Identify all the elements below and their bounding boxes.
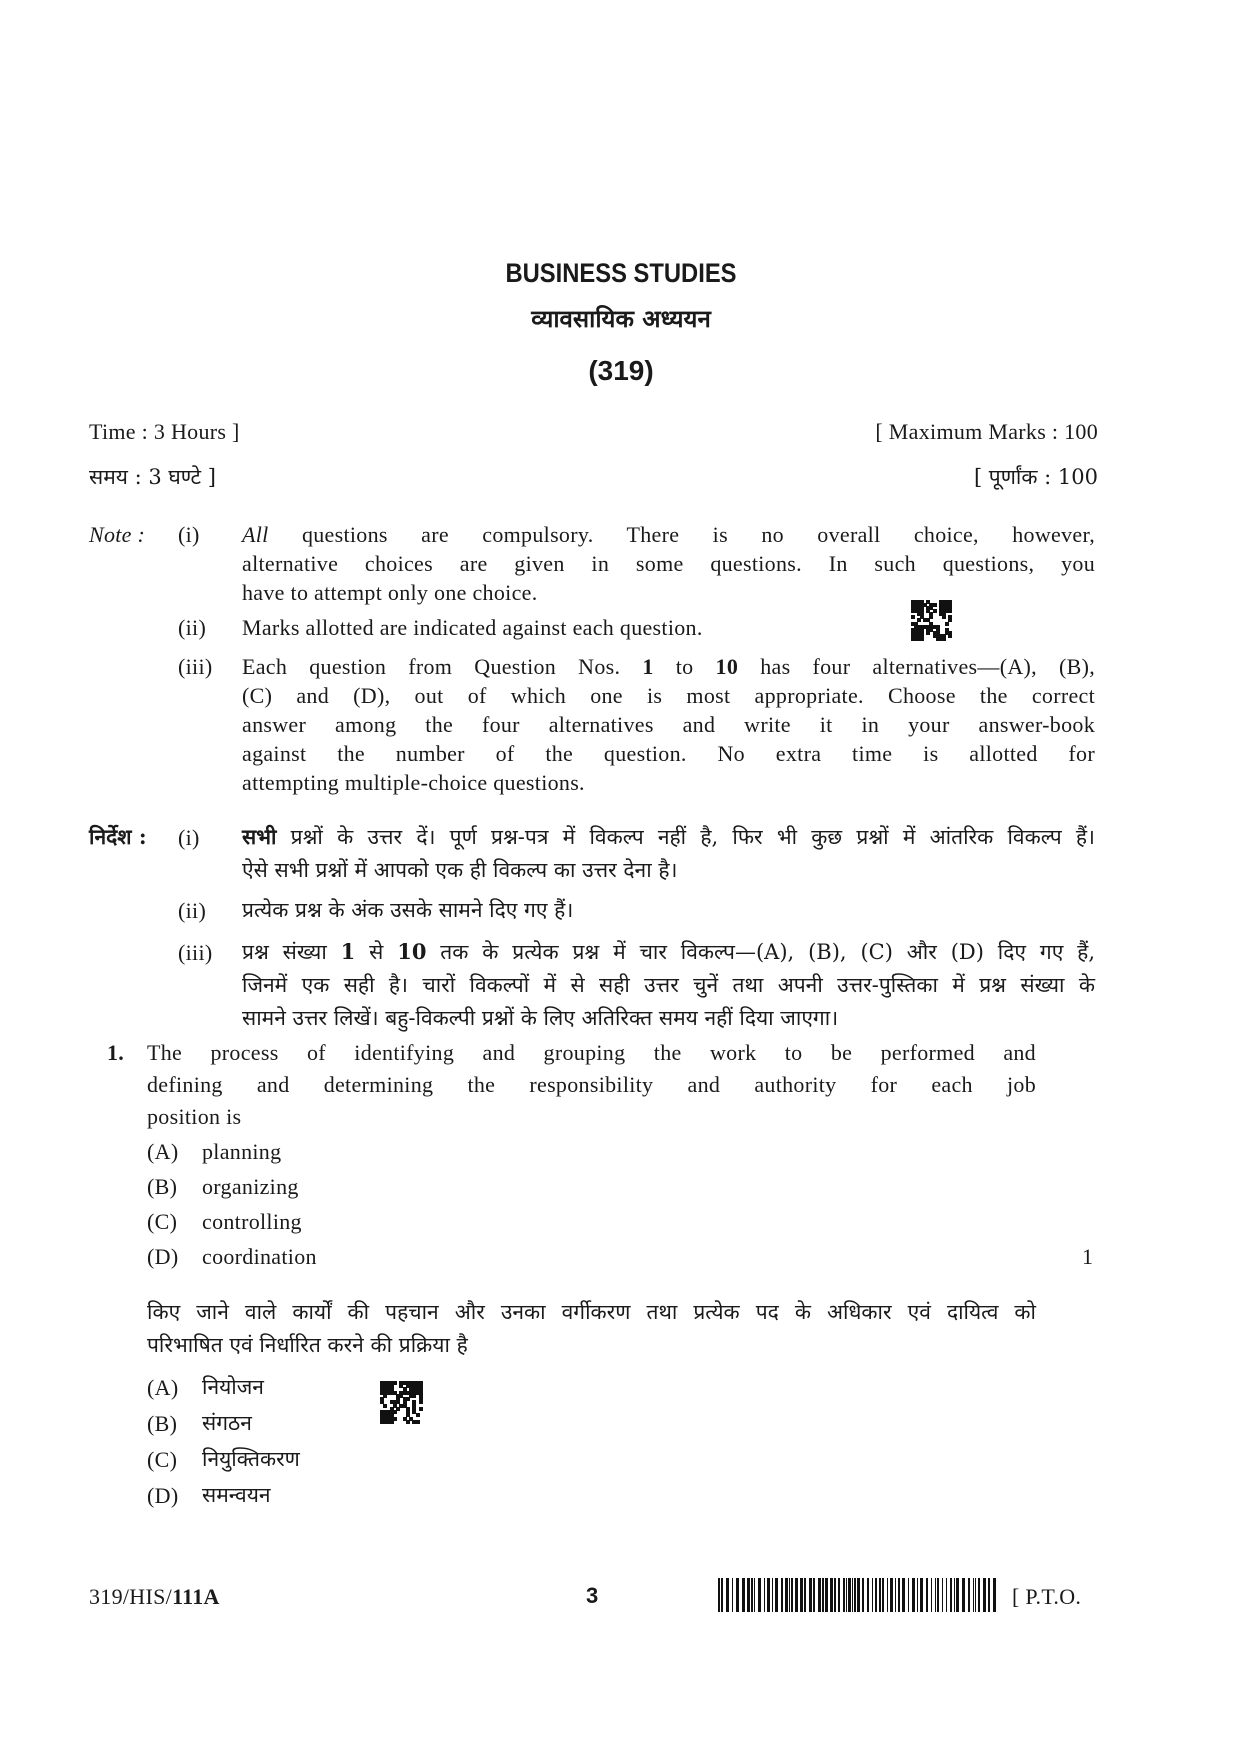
paper-code-footer: 319/HIS/111A	[89, 1584, 220, 1609]
paper-code: (319)	[588, 355, 654, 386]
qr-code-icon	[911, 600, 951, 640]
question-line: The process of identifying and grouping the work to be performed and	[147, 1040, 1036, 1065]
note-item-line: (C) and (D), out of which one is most appropriate. Choose the correct	[242, 683, 1095, 708]
note-label: Note :	[89, 522, 146, 547]
maximum-marks-hindi: [ पूर्णांक : 100	[973, 465, 1098, 489]
question-line: position is	[147, 1104, 242, 1129]
option-text: controlling	[202, 1209, 302, 1234]
time-allowed: Time : 3 Hours ]	[89, 419, 240, 444]
nirdesh-item-line: जिनमें एक सही है। चारों विकल्पों में से सही उत्तर चुनें तथा अपनी उत्तर-पुस्तिका में प्रश्न संख्या के	[242, 973, 1095, 997]
time-allowed-hindi: समय : 3 घण्टे ]	[89, 465, 217, 489]
option-label: (A)	[147, 1375, 179, 1400]
qr-code-icon	[380, 1381, 422, 1423]
option-text: organizing	[202, 1174, 299, 1199]
question-line: defining and determining the responsibility and authority for each job	[147, 1072, 1036, 1097]
option-label: (B)	[147, 1411, 178, 1436]
maximum-marks: [ Maximum Marks : 100	[875, 419, 1098, 444]
option-label: (B)	[147, 1174, 178, 1199]
nirdesh-item-line: सामने उत्तर लिखें। बहु-विकल्पी प्रश्नों के लिए अतिरिक्त समय नहीं दिया जाएगा।	[242, 1006, 839, 1030]
option-text-hindi: नियुक्तिकरण	[202, 1447, 300, 1471]
note-item-line: All questions are compulsory. There is no overall choice, however,	[242, 522, 1095, 547]
paper-title: BUSINESS STUDIES	[505, 258, 737, 288]
note-item-number: (iii)	[178, 654, 213, 679]
question-marks: 1	[1082, 1244, 1094, 1269]
note-item-line: attempting multiple-choice questions.	[242, 770, 585, 795]
paper-title-hindi: व्यावसायिक अध्ययन	[531, 304, 711, 333]
option-label: (D)	[147, 1483, 179, 1508]
note-item-line: answer among the four alternatives and write it in your answer-book	[242, 712, 1095, 737]
note-item-line: alternative choices are given in some questions. In such questions, you	[242, 551, 1095, 576]
nirdesh-item-line: प्रत्येक प्रश्न के अंक उसके सामने दिए गए हैं।	[242, 898, 574, 922]
nirdesh-item-number: (iii)	[178, 940, 213, 965]
option-text: planning	[202, 1139, 282, 1164]
option-label: (A)	[147, 1139, 179, 1164]
option-text: coordination	[202, 1244, 317, 1269]
option-text-hindi: संगठन	[202, 1411, 252, 1435]
option-label: (C)	[147, 1447, 178, 1472]
note-item-line: Each question from Question Nos. 1 to 10 has four alternatives—(A), (B),	[242, 654, 1096, 679]
option-text-hindi: नियोजन	[202, 1375, 264, 1399]
note-item-line: Marks allotted are indicated against each question.	[242, 615, 703, 640]
nirdesh-item-line: सभी प्रश्नों के उत्तर दें। पूर्ण प्रश्न-पत्र में विकल्प नहीं है, फिर भी कुछ प्रश्नों में आंतरिक विकल्प हैं।	[242, 824, 1095, 849]
note-item-line: have to attempt only one choice.	[242, 580, 538, 605]
nirdesh-label: निर्देश :	[89, 824, 147, 849]
page-number: 3	[586, 1583, 599, 1608]
note-item-number: (ii)	[178, 615, 207, 640]
nirdesh-item-line: ऐसे सभी प्रश्नों में आपको एक ही विकल्प का उत्तर देना है।	[242, 858, 678, 882]
question-number: 1.	[107, 1040, 125, 1065]
nirdesh-item-number: (i)	[178, 825, 200, 850]
nirdesh-item-line: प्रश्न संख्या 1 से 10 तक के प्रत्येक प्रश्न में चार विकल्प—(A), (B), (C) और (D) दिए गए हैं,	[242, 939, 1096, 964]
option-text-hindi: समन्वयन	[202, 1483, 271, 1507]
note-item-number: (i)	[178, 522, 200, 547]
option-label: (D)	[147, 1244, 179, 1269]
question-line-hindi: किए जाने वाले कार्यों की पहचान और उनका वर्गीकरण तथा प्रत्येक पद के अधिकार एवं दायित्व को	[147, 1300, 1036, 1324]
question-line-hindi: परिभाषित एवं निर्धारित करने की प्रक्रिया है	[147, 1333, 468, 1357]
option-label: (C)	[147, 1209, 178, 1234]
barcode-icon	[718, 1578, 996, 1612]
note-item-line: against the number of the question. No extra time is allotted for	[242, 741, 1095, 766]
nirdesh-item-number: (ii)	[178, 898, 207, 923]
pto-text: [ P.T.O.	[1012, 1584, 1082, 1609]
